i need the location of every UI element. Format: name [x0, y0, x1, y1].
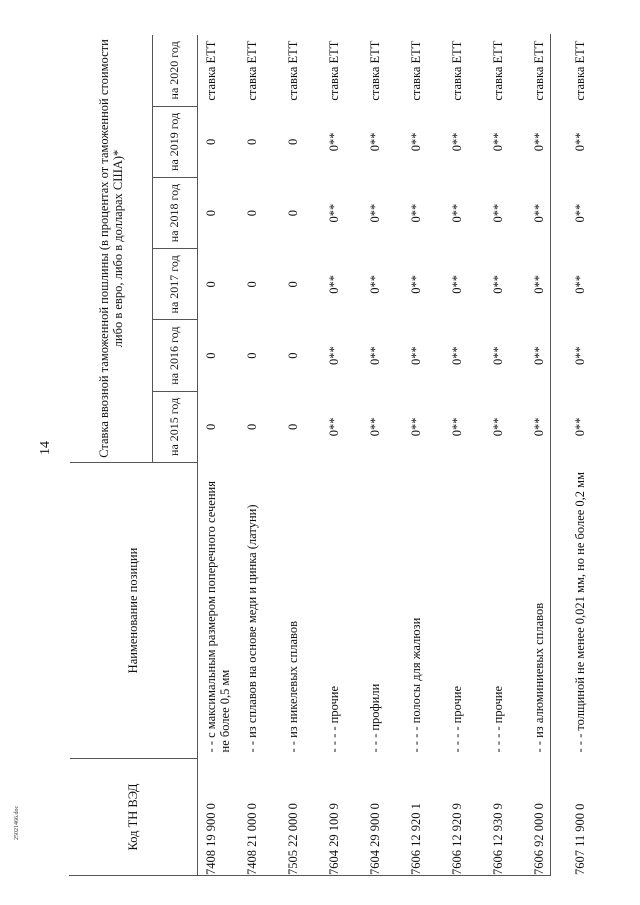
row-rate-value: 0** [409, 417, 423, 437]
table-row [444, 35, 485, 875]
table-row [198, 35, 240, 875]
table-body [198, 35, 609, 875]
header-year: на 2015 год [153, 391, 198, 462]
header-year: на 2018 год [153, 178, 198, 249]
row-rate-value: 0** [491, 203, 505, 223]
row-name: - - - профили [368, 683, 382, 753]
row-rate-value: 0** [573, 417, 587, 437]
document-id: 25021466.doc [14, 805, 20, 840]
row-name: - - из сплавов на основе меди и цинка (латуни) [245, 504, 259, 753]
row-name: - - - - прочие [450, 685, 464, 753]
table-row [239, 35, 280, 875]
header-name: Наименование позиции [70, 463, 198, 759]
table-row [526, 35, 567, 875]
row-rate-value: 0 [286, 138, 300, 145]
row-rate-value: ставка ЕТТ [204, 40, 218, 101]
header-year: на 2016 год [153, 320, 198, 391]
table-row [362, 35, 403, 875]
row-code: 7606 12 920 9 [450, 803, 464, 875]
row-rate-value: 0** [532, 275, 546, 294]
row-rate-value: 0** [368, 346, 382, 365]
row-rate-value: 0** [327, 132, 341, 152]
row-rate-value: ставка ЕТТ [532, 40, 546, 101]
row-name: - - с максимальным размером поперечного сечения не более 0,5 мм [204, 481, 233, 753]
row-code: 7604 29 900 0 [368, 803, 382, 875]
row-rate-value: 0** [368, 275, 382, 294]
table-row [280, 35, 321, 875]
row-rate-value: 0** [409, 203, 423, 223]
row-rate-value: 0** [491, 417, 505, 437]
row-code: 7408 21 000 0 [245, 803, 259, 875]
row-name: - - из алюминиевых сплавов [532, 602, 546, 753]
table-row [403, 35, 444, 875]
row-rate-value: 0** [573, 275, 587, 294]
row-name: - - - толщиной не менее 0,021 мм, но не более 0,2 мм [573, 471, 587, 753]
row-code: 7604 29 100 9 [327, 803, 341, 875]
row-rate-value: 0** [450, 346, 464, 365]
table-row [321, 35, 362, 875]
row-name: - - - - прочие [327, 685, 341, 753]
row-rate-value: 0 [245, 281, 259, 288]
row-rate-value: 0** [409, 275, 423, 294]
row-rate-value: 0** [573, 203, 587, 223]
row-rate-value: ставка ЕТТ [573, 40, 587, 101]
row-code: 7606 92 000 0 [532, 803, 546, 875]
row-code: 7607 11 900 0 [573, 803, 587, 875]
header-year: на 2017 год [153, 249, 198, 320]
row-rate-value: ставка ЕТТ [286, 40, 300, 101]
row-rate-value: 0** [450, 417, 464, 437]
row-rate-value: 0** [368, 203, 382, 223]
row-rate-value: 0** [491, 132, 505, 152]
row-rate-value: 0** [409, 346, 423, 365]
row-rate-value: ставка ЕТТ [245, 40, 259, 101]
row-code: 7606 12 920 1 [409, 803, 423, 875]
row-rate-value: ставка ЕТТ [368, 40, 382, 101]
row-rate-value: 0** [532, 132, 546, 152]
row-code: 7505 22 000 0 [286, 803, 300, 875]
row-rate-value: 0 [286, 352, 300, 359]
row-rate-value: 0** [532, 417, 546, 437]
row-rate-value: 0** [573, 346, 587, 365]
row-rate-value: 0 [245, 210, 259, 217]
page-number: 14 [38, 441, 53, 455]
row-rate-value: 0** [532, 346, 546, 365]
row-rate-value: 0** [450, 132, 464, 152]
row-rate-value: 0 [245, 423, 259, 430]
row-rate-value: 0** [368, 417, 382, 437]
row-rate-value: 0** [327, 275, 341, 294]
row-rate-value: ставка ЕТТ [491, 40, 505, 101]
row-rate-value: 0 [286, 210, 300, 217]
row-rate-value: 0 [204, 352, 218, 359]
row-rate-value: ставка ЕТТ [409, 40, 423, 101]
row-rate-value: 0** [450, 275, 464, 294]
header-row-main [70, 35, 153, 875]
row-rate-value: 0** [491, 346, 505, 365]
header-year: на 2019 год [153, 106, 198, 177]
row-rate-value: 0 [204, 138, 218, 145]
row-rate-value: 0** [327, 417, 341, 437]
row-name: - - из никелевых сплавов [286, 621, 300, 753]
row-rate-value: 0 [204, 210, 218, 217]
rotated-table-region [70, 35, 587, 875]
row-rate-value: 0** [491, 275, 505, 294]
table-wrapper [70, 35, 587, 875]
row-rate-value: 0** [327, 203, 341, 223]
table-row [567, 35, 608, 875]
row-rate-value: ставка ЕТТ [327, 40, 341, 101]
row-name: - - - - полосы для жалюзи [409, 617, 423, 753]
header-year: на 2020 год [167, 41, 182, 100]
row-rate-value: 0 [245, 138, 259, 145]
row-name: - - - - прочие [491, 685, 505, 753]
row-rate-value: 0 [245, 352, 259, 359]
row-rate-value: 0** [368, 132, 382, 152]
header-code: Код ТН ВЭД [70, 759, 198, 876]
row-rate-value: 0 [204, 423, 218, 430]
row-rate-value: 0 [204, 281, 218, 288]
row-rate-value: ставка ЕТТ [450, 40, 464, 101]
row-rate-value: 0** [532, 203, 546, 223]
row-code: 7408 19 900 0 [204, 803, 218, 875]
row-rate-value: 0** [573, 132, 587, 152]
tariff-table [70, 35, 608, 875]
row-rate-value: 0 [286, 281, 300, 288]
row-rate-value: 0 [286, 423, 300, 430]
row-code: 7606 12 930 9 [491, 803, 505, 875]
table-header [70, 35, 198, 875]
row-rate-value: 0** [409, 132, 423, 152]
row-rate-value: 0** [327, 346, 341, 365]
header-rate: Ставка ввозной таможенной пошлины (в процентах от таможенной стоимости либо в евро, либо в долларах США)* [70, 35, 153, 463]
table-row [485, 35, 526, 875]
row-rate-value: 0** [450, 203, 464, 223]
